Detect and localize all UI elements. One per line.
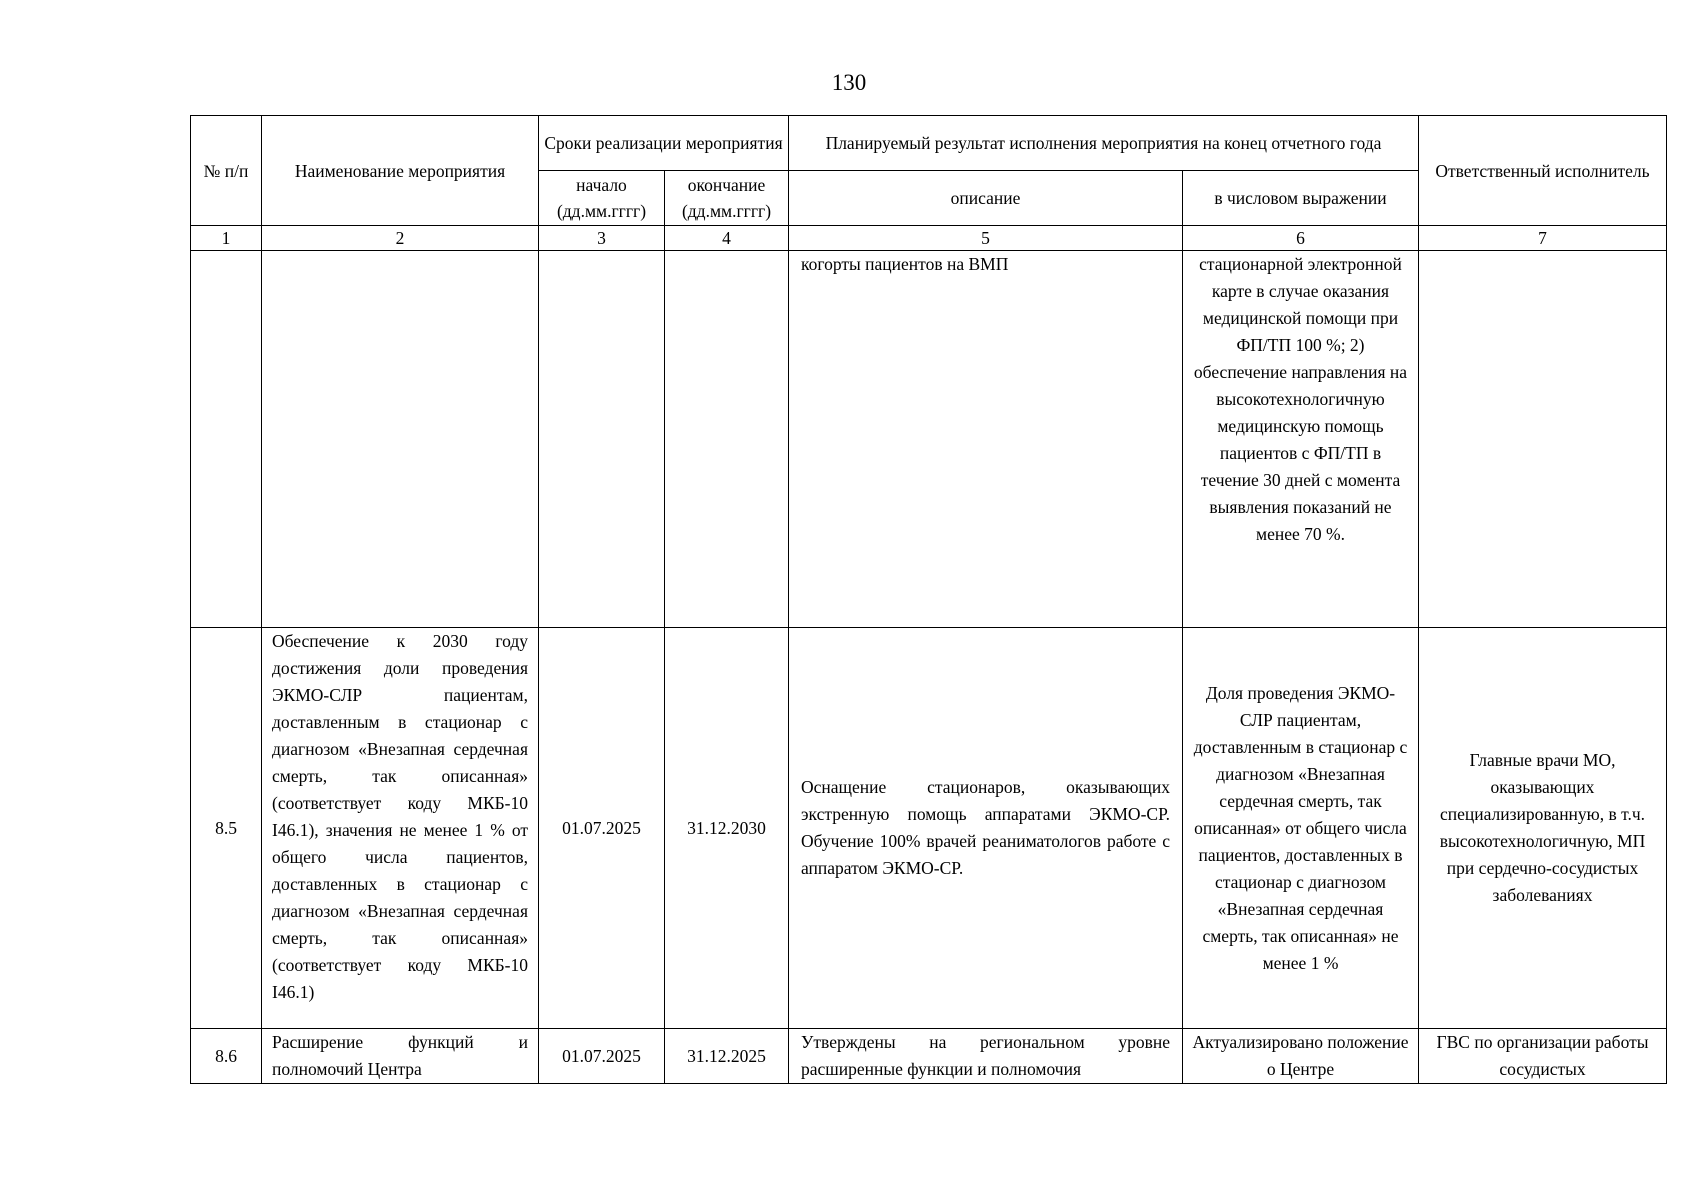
table-row (191, 1029, 1667, 1084)
row-responsible: ГВС по организации работы сосудистых (1419, 1029, 1667, 1084)
table-row (191, 628, 1667, 1029)
header-end: окончание (дд.мм.гггг) (665, 171, 789, 226)
column-number: 7 (1419, 226, 1667, 251)
row-num: 8.5 (191, 628, 262, 1029)
column-number: 4 (665, 226, 789, 251)
row-start: 01.07.2025 (539, 628, 665, 1029)
row-numeric: Актуализировано положение о Центре (1183, 1029, 1419, 1084)
row-numeric: стационарной электронной карте в случае оказания медицинской помощи при ФП/ТП 100 %; 2) обеспечение направления на высокотехнологичную медицинскую помощь пациентов с ФП/ТП в течение 30 дней с момента выявления показаний не менее 70 %. (1183, 251, 1419, 628)
column-number: 2 (262, 226, 539, 251)
header-result: Планируемый результат исполнения мероприятия на конец отчетного года (789, 116, 1419, 171)
row-start (539, 251, 665, 628)
row-end (665, 251, 789, 628)
row-responsible (1419, 251, 1667, 628)
row-name: Обеспечение к 2030 году достижения доли проведения ЭКМО-СЛР пациентам, доставленным в стационар с диагнозом «Внезапная сердечная смерть, так описанная» (соответствует коду МКБ-10 I46.1), значения не менее 1 % от общего числа пациентов, доставленных в стационар с диагнозом «Внезапная сердечная смерть, так описанная» (соответствует коду МКБ-10 I46.1) (262, 628, 539, 1029)
row-description: Утверждены на региональном уровне расширенные функции и полномочия (789, 1029, 1183, 1084)
column-number-row (191, 226, 1667, 251)
activities-table (190, 115, 1667, 1084)
header-numeric: в числовом выражении (1183, 171, 1419, 226)
row-num (191, 251, 262, 628)
header-responsible: Ответственный исполнитель (1419, 116, 1667, 226)
header-row-1 (191, 116, 1667, 171)
row-end: 31.12.2030 (665, 628, 789, 1029)
header-name: Наименование мероприятия (262, 116, 539, 226)
row-name (262, 251, 539, 628)
header-timing: Сроки реализации мероприятия (539, 116, 789, 171)
row-end: 31.12.2025 (665, 1029, 789, 1084)
row-numeric: Доля проведения ЭКМО-СЛР пациентам, доставленным в стационар с диагнозом «Внезапная сердечная смерть, так описанная» от общего числа пациентов, доставленных в стационар с диагнозом «Внезапная сердечная смерть, так описанная» не менее 1 % (1183, 628, 1419, 1029)
column-number: 3 (539, 226, 665, 251)
column-number: 6 (1183, 226, 1419, 251)
row-responsible: Главные врачи МО, оказывающих специализированную, в т.ч. высокотехнологичную, МП при сердечно-сосудистых заболеваниях (1419, 628, 1667, 1029)
row-description: когорты пациентов на ВМП (789, 251, 1183, 628)
header-num: № п/п (191, 116, 262, 226)
column-number: 5 (789, 226, 1183, 251)
header-description: описание (789, 171, 1183, 226)
row-name: Расширение функций и полномочий Центра (262, 1029, 539, 1084)
column-number: 1 (191, 226, 262, 251)
page-number: 130 (831, 70, 867, 95)
row-description: Оснащение стационаров, оказывающих экстренную помощь аппаратами ЭКМО-СР. Обучение 100% врачей реаниматологов работе с аппаратом ЭКМО-СР. (789, 628, 1183, 1029)
header-start: начало (дд.мм.гггг) (539, 171, 665, 226)
row-num: 8.6 (191, 1029, 262, 1084)
row-start: 01.07.2025 (539, 1029, 665, 1084)
table-row (191, 251, 1667, 628)
